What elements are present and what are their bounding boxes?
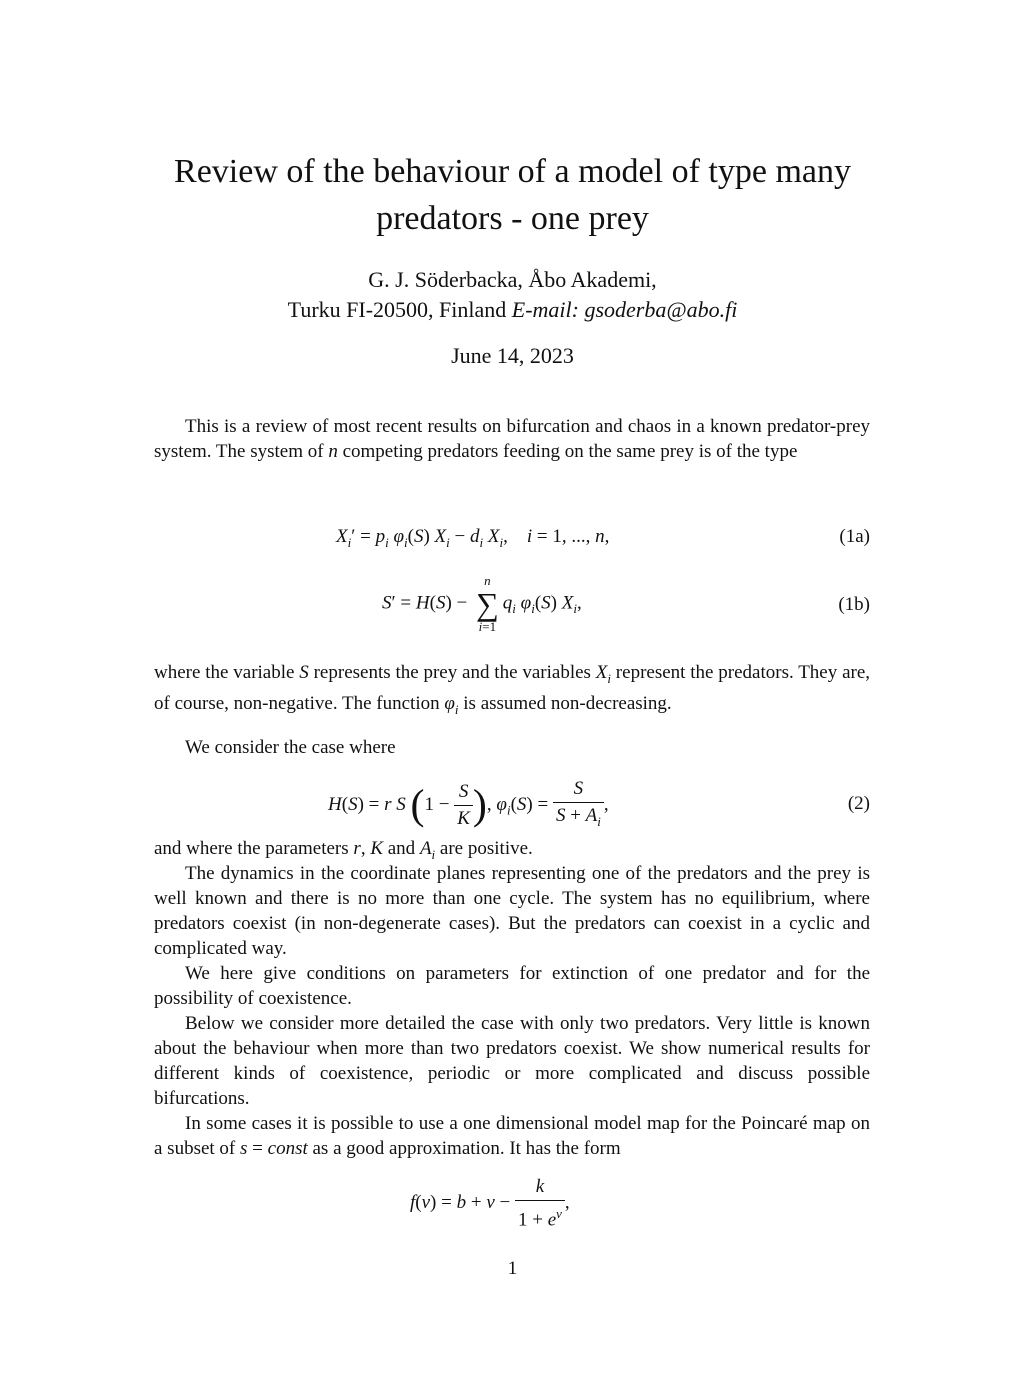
paragraph-case: We consider the case where (185, 737, 396, 758)
paragraph-poincare: In some cases it is possible to use a one dimensional model map for the Poincaré map on a subset of s = const as a good approximation. It has the form (154, 1113, 870, 1159)
author-block (140, 265, 885, 325)
author-address: Turku FI-20500, Finland E-mail: gsoderba@abo.fi (287, 297, 738, 322)
equation-number-1b: (1b) (838, 594, 870, 615)
email-label: E-mail: (511, 297, 579, 322)
paragraph-variables: where the variable S represents the prey and the variables $X_i$ represent the predators. They are, of course, non-negative. The function $\varphi_i$ is assumed non-decreasing. (154, 662, 871, 717)
equation-model-map: f(v) = b + v − $\frac{k}{1 + e^v}$ , (410, 1176, 570, 1231)
equation-1b: S′ = H(S) − n ∑ i=1 $q_i$ $\varphi_i(S)$ $X_i$, (382, 573, 582, 634)
paper-date: June 14, 2023 (451, 343, 574, 368)
equation-2: H(S) = r S (1 − $\frac{S}{K}$ ), $\varphi_i(S)$ = $\frac{S}{S + A_i}$ , (328, 778, 609, 829)
paragraph-dynamics: The dynamics in the coordinate planes representing one of the predators and the prey is well known and there is no more than one cycle. The system has no equilibrium, where predators coexist (in non-degenerate cases). But the predators can coexist in a cyclic and complicated way. (154, 863, 870, 959)
page-number: 1 (507, 1258, 518, 1279)
abstract-paragraph: This is a review of most recent results on bifurcation and chaos in a known predator-prey system. The system of n competing predators feeding on the same prey is of the type (154, 416, 870, 462)
author-email: gsoderba@abo.fi (584, 297, 738, 322)
paragraph-two-predators: Below we consider more detailed the case with only two predators. Very little is known about the behaviour when more than two predators coexist. We show numerical results for different kinds of coexistence, periodic or more complicated and discuss possible bifurcations. (154, 1013, 870, 1109)
equation-1a: $X_i' = p_i$ $\varphi_i(S) X_i - d_i$ $X_i$, i = 1, ..., n, (336, 526, 610, 550)
author-affiliation: G. J. Söderbacka, Åbo Akademi, (368, 267, 657, 292)
equation-number-1a: (1a) (839, 526, 870, 547)
paragraph-parameters: and where the parameters r, K and $A_i$ are positive. (154, 838, 533, 862)
paragraph-conditions: We here give conditions on parameters for extinction of one predator and for the possibility of coexistence. (154, 963, 870, 1009)
paper-title: Review of the behaviour of a model of type many predators - one prey (174, 153, 851, 237)
equation-number-2: (2) (847, 793, 870, 814)
